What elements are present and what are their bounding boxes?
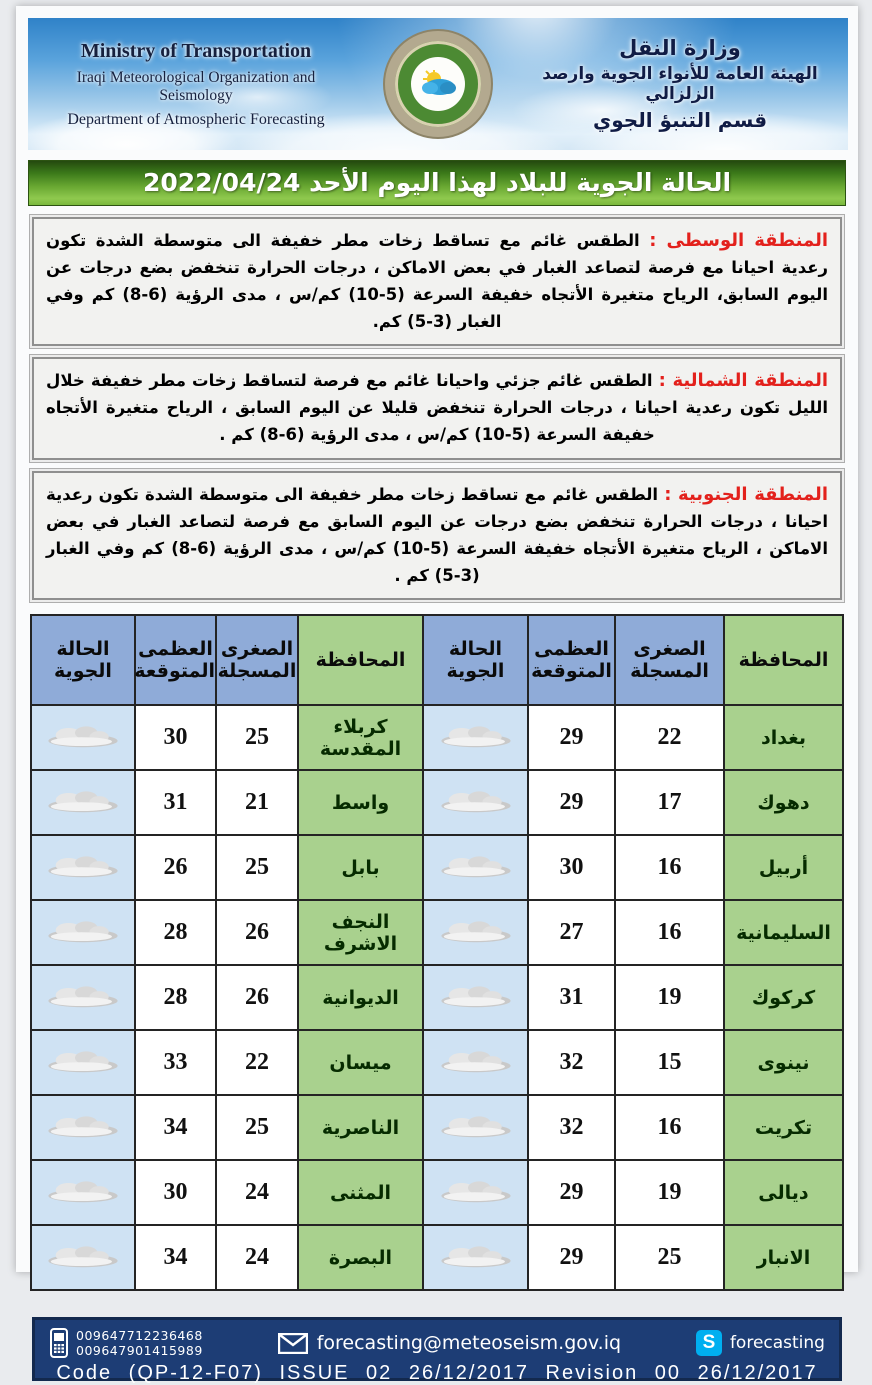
cloud-icon [46,853,120,879]
weather-condition-cell [31,770,135,835]
max-temp-cell: 26 [135,835,216,900]
weather-condition-cell [423,1095,528,1160]
forecast-box-central [32,217,842,346]
weather-condition-cell [423,770,528,835]
table-row [31,835,843,900]
region-label: المنطقة الوسطى : [649,230,828,251]
max-temp-cell: 27 [528,900,615,965]
cloud-icon [439,918,513,944]
column-header-min-recorded: الصغرى المسجلة [615,615,724,705]
min-temp-cell: 19 [615,965,724,1030]
min-temp-cell: 25 [216,705,298,770]
min-temp-cell: 25 [216,1095,298,1160]
max-temp-cell: 34 [135,1225,216,1290]
max-temp-cell: 28 [135,965,216,1030]
table-row [31,1095,843,1160]
logo-green-ring [395,41,481,127]
min-temp-cell: 16 [615,1095,724,1160]
ministry-name-en: Ministry of Transportation [80,39,312,62]
max-temp-cell: 31 [135,770,216,835]
weather-condition-cell [31,835,135,900]
min-temp-cell: 26 [216,965,298,1030]
organization-name-en: Iraqi Meteorological Organization and Seismology [76,68,316,104]
max-temp-cell: 30 [135,1160,216,1225]
weather-condition-cell [423,1030,528,1095]
column-header-condition: الحالة الجوية [31,615,135,705]
max-temp-cell: 29 [528,1225,615,1290]
letterhead-english [46,40,346,129]
table-row [31,900,843,965]
cloud-icon [439,1243,513,1269]
province-cell: نينوى [724,1030,843,1095]
province-cell: بغداد [724,705,843,770]
weather-condition-cell [423,835,528,900]
max-temp-cell: 32 [528,1030,615,1095]
forecast-text: الطقس غائم مع تساقط زخات مطر خفيفة الى متوسطة الشدة تكون رعدية احيانا مع فرصة لتصاعد الغبار في بعض الاماكن ، درجات الحرارة تنخفض بضع درجات عن اليوم السابق، الرياح متغيرة الأتجاه خفيفة السرعة (5-10) كم/س ، مدى الرؤية (6-8) كم وفي الغبار (3-5) كم. [46,231,829,331]
cloud-icon [46,1113,120,1139]
cloud-icon [439,1113,513,1139]
skype-contact [696,1330,825,1356]
table-row [31,965,843,1030]
cloud-icon [46,983,120,1009]
table-row [31,1225,843,1290]
min-temp-cell: 22 [615,705,724,770]
province-cell: ديالى [724,1160,843,1225]
max-temp-cell: 28 [135,900,216,965]
organization-name-ar: الهيئة العامة للأنواء الجوية وارصد الزلزالي [542,64,818,104]
forecast-box-southern [32,471,842,600]
max-temp-cell: 29 [528,770,615,835]
province-cell: كركوك [724,965,843,1030]
email-contact [278,1332,621,1354]
province-cell: الناصرية [298,1095,423,1160]
weather-condition-cell [31,900,135,965]
max-temp-cell: 30 [528,835,615,900]
weather-condition-cell [423,705,528,770]
letterhead-arabic [530,36,830,132]
table-row [31,705,843,770]
column-header-province: المحافظة [298,615,423,705]
footer-contact-bar [32,1317,842,1385]
min-temp-cell: 16 [615,835,724,900]
cloud-icon [439,853,513,879]
min-temp-cell: 22 [216,1030,298,1095]
cloud-icon [439,788,513,814]
min-temp-cell: 26 [216,900,298,965]
phone-number-1: 009647712236468 [76,1327,203,1343]
max-temp-cell: 29 [528,1160,615,1225]
cloud-icon [439,1178,513,1204]
phone-icon [49,1328,69,1358]
table-row [31,1030,843,1095]
footer-contacts-row [49,1326,825,1360]
letterhead [28,18,848,150]
cloud-icon [439,983,513,1009]
max-temp-cell: 31 [528,965,615,1030]
table-header-row [31,615,843,705]
weather-condition-cell [31,1160,135,1225]
min-temp-cell: 24 [216,1160,298,1225]
province-cell: بابل [298,835,423,900]
cloud-icon [46,723,120,749]
cloud-icon [439,723,513,749]
department-name-en: Department of Atmospheric Forecasting [67,110,325,128]
province-cell: واسط [298,770,423,835]
max-temp-cell: 33 [135,1030,216,1095]
region-label: المنطقة الجنوبية : [664,483,828,505]
organization-logo-icon [383,29,493,139]
document-code-line: Code (QP-12-F07) ISSUE 02 26/12/2017 Revision 00 26/12/2017 [56,1362,818,1385]
ministry-name-ar: وزارة النقل [619,36,741,60]
cloud-icon [439,1048,513,1074]
province-cell: كربلاء المقدسة [298,705,423,770]
min-temp-cell: 17 [615,770,724,835]
province-cell: دهوك [724,770,843,835]
min-temp-cell: 16 [615,900,724,965]
min-temp-cell: 25 [216,835,298,900]
cloud-icon [46,788,120,814]
weather-condition-cell [31,705,135,770]
province-cell: المثنى [298,1160,423,1225]
column-header-min-recorded: الصغرى المسجلة [216,615,298,705]
table-row [31,770,843,835]
min-temp-cell: 15 [615,1030,724,1095]
weather-table-body [31,705,843,1290]
province-cell: البصرة [298,1225,423,1290]
weather-condition-cell [31,1225,135,1290]
forecast-text: الطقس غائم مع تساقط زخات مطر خفيفة الى متوسطة الشدة تكون رعدية احيانا ، درجات الحرارة تنخفض بضع درجات عن اليوم السابق مع فرصة لتصاعد الغبار في بعض الاماكن ، الرياح متغيرة الأتجاه خفيفة السرعة (5-10) كم/س ، مدى الرؤية (6-8) كم وفي الغبار (3-5) كم . [46,484,828,585]
province-cell: الانبار [724,1225,843,1290]
logo-cloud-sun-icon [418,70,458,98]
phone-numbers [76,1328,203,1359]
email-icon [278,1333,308,1354]
column-header-max-expected: العظمى المتوقعة [135,615,216,705]
weather-condition-cell [31,1095,135,1160]
phone-contact [49,1328,203,1359]
region-label: المنطقة الشمالية : [658,370,828,392]
department-name-ar: قسم التنبؤ الجوي [592,108,768,132]
cloud-icon [46,1048,120,1074]
report-title-bar: الحالة الجوية للبلاد لهذا اليوم الأحد 2022/04/24 [28,160,846,206]
min-temp-cell: 19 [615,1160,724,1225]
max-temp-cell: 30 [135,705,216,770]
max-temp-cell: 29 [528,705,615,770]
forecast-text: الطقس غائم جزئي واحيانا غائم مع فرصة لتساقط زخات مطر خفيفة خلال الليل تكون رعدية احيانا ، درجات الحرارة تنخفض قليلا عن اليوم السابق ، الرياح متغيرة الأتجاه خفيفة السرعة (5-10) كم/س ، مدى الرؤية (6-8) كم . [46,371,828,445]
min-temp-cell: 25 [615,1225,724,1290]
document-sheet [16,6,858,1385]
min-temp-cell: 24 [216,1225,298,1290]
provinces-weather-table [30,614,844,1291]
max-temp-cell: 34 [135,1095,216,1160]
cloud-icon [46,1178,120,1204]
weather-condition-cell [31,965,135,1030]
skype-icon: S [696,1330,722,1356]
province-cell: ميسان [298,1030,423,1095]
weather-condition-cell [423,1225,528,1290]
forecast-box-northern [32,357,842,460]
cloud-icon [46,918,120,944]
max-temp-cell: 32 [528,1095,615,1160]
email-address: forecasting@meteoseism.gov.iq [316,1332,622,1355]
weather-condition-cell [423,900,528,965]
province-cell: الديوانية [298,965,423,1030]
weather-condition-cell [423,1160,528,1225]
weather-condition-cell [31,1030,135,1095]
logo-emblem [411,57,465,111]
phone-number-2: 009647901415989 [76,1343,203,1359]
province-cell: السليمانية [724,900,843,965]
province-cell: تكريت [724,1095,843,1160]
table-row [31,1160,843,1225]
column-header-max-expected: العظمى المتوقعة [528,615,615,705]
skype-username: forecasting [729,1333,825,1354]
column-header-province: المحافظة [724,615,843,705]
province-cell: أربيل [724,835,843,900]
column-header-condition: الحالة الجوية [423,615,528,705]
min-temp-cell: 21 [216,770,298,835]
cloud-icon [46,1243,120,1269]
weather-condition-cell [423,965,528,1030]
province-cell: النجف الاشرف [298,900,423,965]
